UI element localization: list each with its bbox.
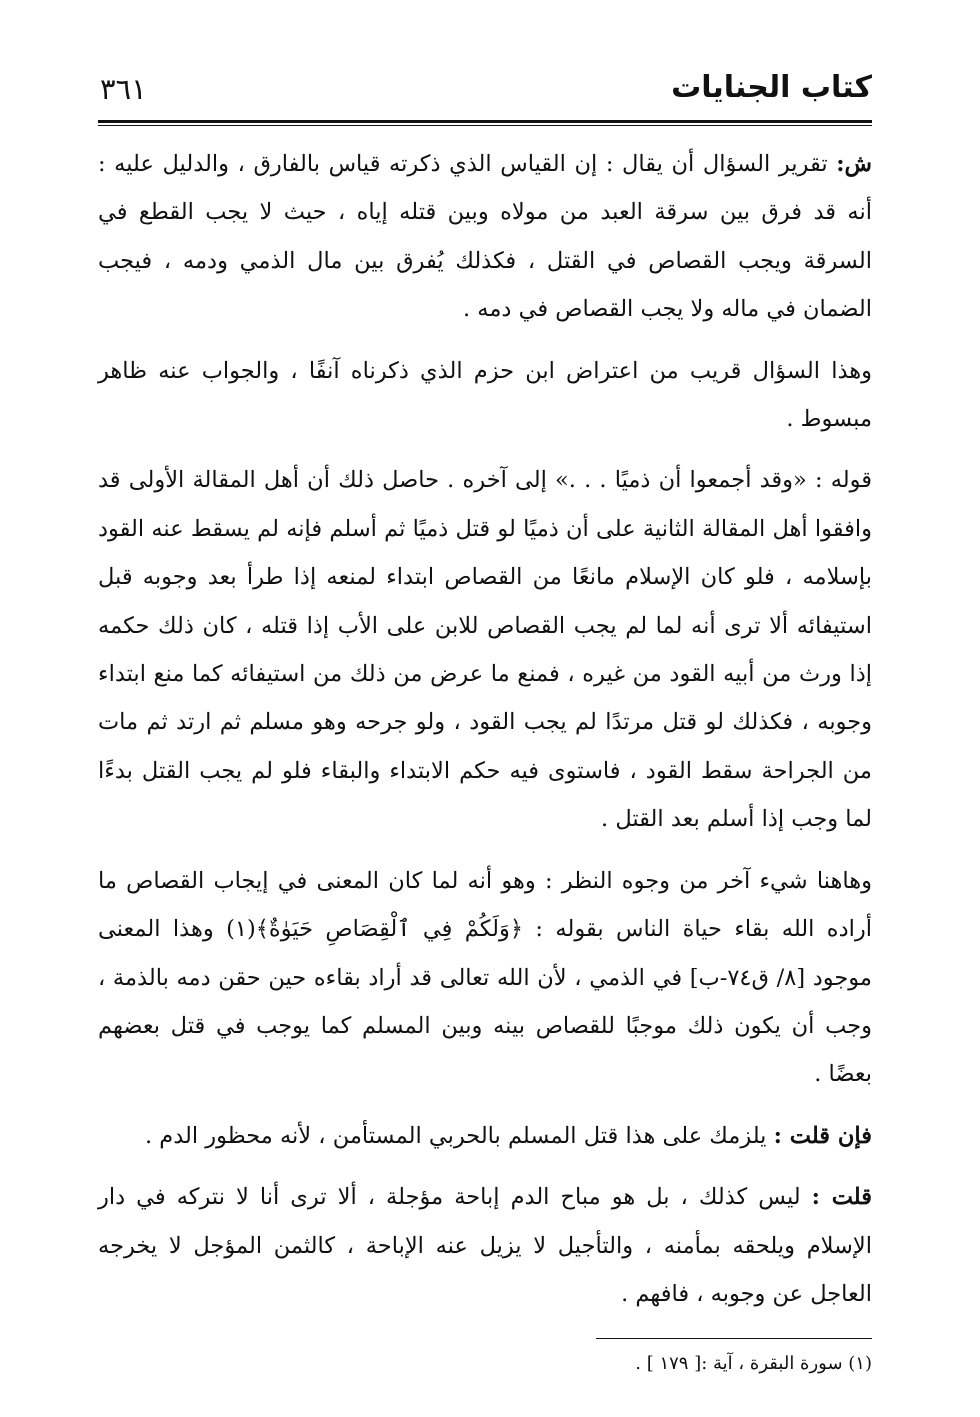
paragraph-4-text: وهاهنا شيء آخر من وجوه النظر : وهو أنه لما كان المعنى في إيجاب القصاص ما أراده الله بقاء حياة الناس بقوله : ﴿وَلَكُمْ فِي ٱلْقِصَاصِ حَيَوٰةٌ﴾(١) وهذا المعنى موجود [٨/ ق٧٤-ب] في الذمي ، لأن الله تعالى قد أراد بقاءه حين حقن دمه بالذمة ، وجب أن يكون ذلك موجبًا للقصاص بينه وبين المسلم كما يوجب في قتل بعضهم بعضًا . (98, 867, 872, 1088)
paragraph-6 (98, 1173, 872, 1318)
paragraph-1 (98, 140, 872, 334)
paragraph-3-text: قوله : «وقد أجمعوا أن ذميًا . . .» إلى آخره . حاصل ذلك أن أهل المقالة الأولى قد وافقوا أهل المقالة الثانية على أن ذميًا لو قتل ذميًا ثم أسلم فإنه لم يسقط عنه القود بإسلامه ، فلو كان الإسلام مانعًا من القصاص ابتداء لمنعه إذا طرأ بعد وجوبه قبل استيفائه ألا ترى أنه لما لم يجب القصاص للابن على الأب إذا قتله ، كان ذلك حكمه إذا ورث من أبيه القود من غيره ، فمنع ما عرض من ذلك من استيفائه كما منع ابتداء وجوبه ، فكذلك لو قتل مرتدًا لم يجب القود ، ولو جرحه وهو مسلم ثم ارتد ثم مات من الجراحة سقط القود ، فاستوى فيه حكم الابتداء والبقاء فلو لم يجب القتل بدءًا لما وجب إذا أسلم بعد القتل . (98, 467, 872, 833)
paragraph-4 (98, 857, 872, 1099)
page-header (98, 66, 872, 120)
paragraph-5-lead: فإن قلت : (773, 1122, 872, 1149)
running-title: كتاب الجنايات (671, 70, 872, 105)
paragraph-1-text: تقرير السؤال أن يقال : إن القياس الذي ذكرته قياس بالفارق ، والدليل عليه : أنه قد فرق بين سرقة العبد من مولاه وبين قتله إياه ، حيث لا يجب القطع في السرقة ويجب القصاص في القتل ، فكذلك يُفرق بين مال الذمي ودمه ، فيجب الضمان في ماله ولا يجب القصاص في دمه . (98, 151, 872, 323)
paragraph-1-lead: ش: (836, 151, 872, 177)
body-text (98, 140, 872, 1318)
paragraph-3 (98, 456, 872, 843)
page-number: ٣٦١ (100, 72, 147, 106)
footnote: (١) سورة البقرة ، آية :[ ١٧٩ ] . (635, 1353, 872, 1375)
footnote-rule (596, 1338, 872, 1339)
paragraph-6-lead: قلت : (811, 1184, 872, 1211)
book-page (98, 66, 872, 1377)
paragraph-6-text: ليس كذلك ، بل هو مباح الدم إباحة مؤجلة ، ألا ترى أنا لا نتركه في دار الإسلام ويلحقه بمأمنه ، والتأجيل لا يزيل عنه الإباحة ، كالثمن المؤجل لا يخرجه العاجل عن وجوبه ، فافهم . (98, 1184, 872, 1307)
paragraph-2-text: وهذا السؤال قريب من اعتراض ابن حزم الذي ذكرناه آنفًا ، والجواب عنه ظاهر مبسوط . (98, 357, 872, 433)
paragraph-2 (98, 347, 872, 444)
paragraph-5-text: يلزمك على هذا قتل المسلم بالحربي المستأمن ، لأنه محظور الدم . (145, 1122, 774, 1149)
header-rule (98, 120, 872, 126)
paragraph-5 (98, 1112, 872, 1160)
